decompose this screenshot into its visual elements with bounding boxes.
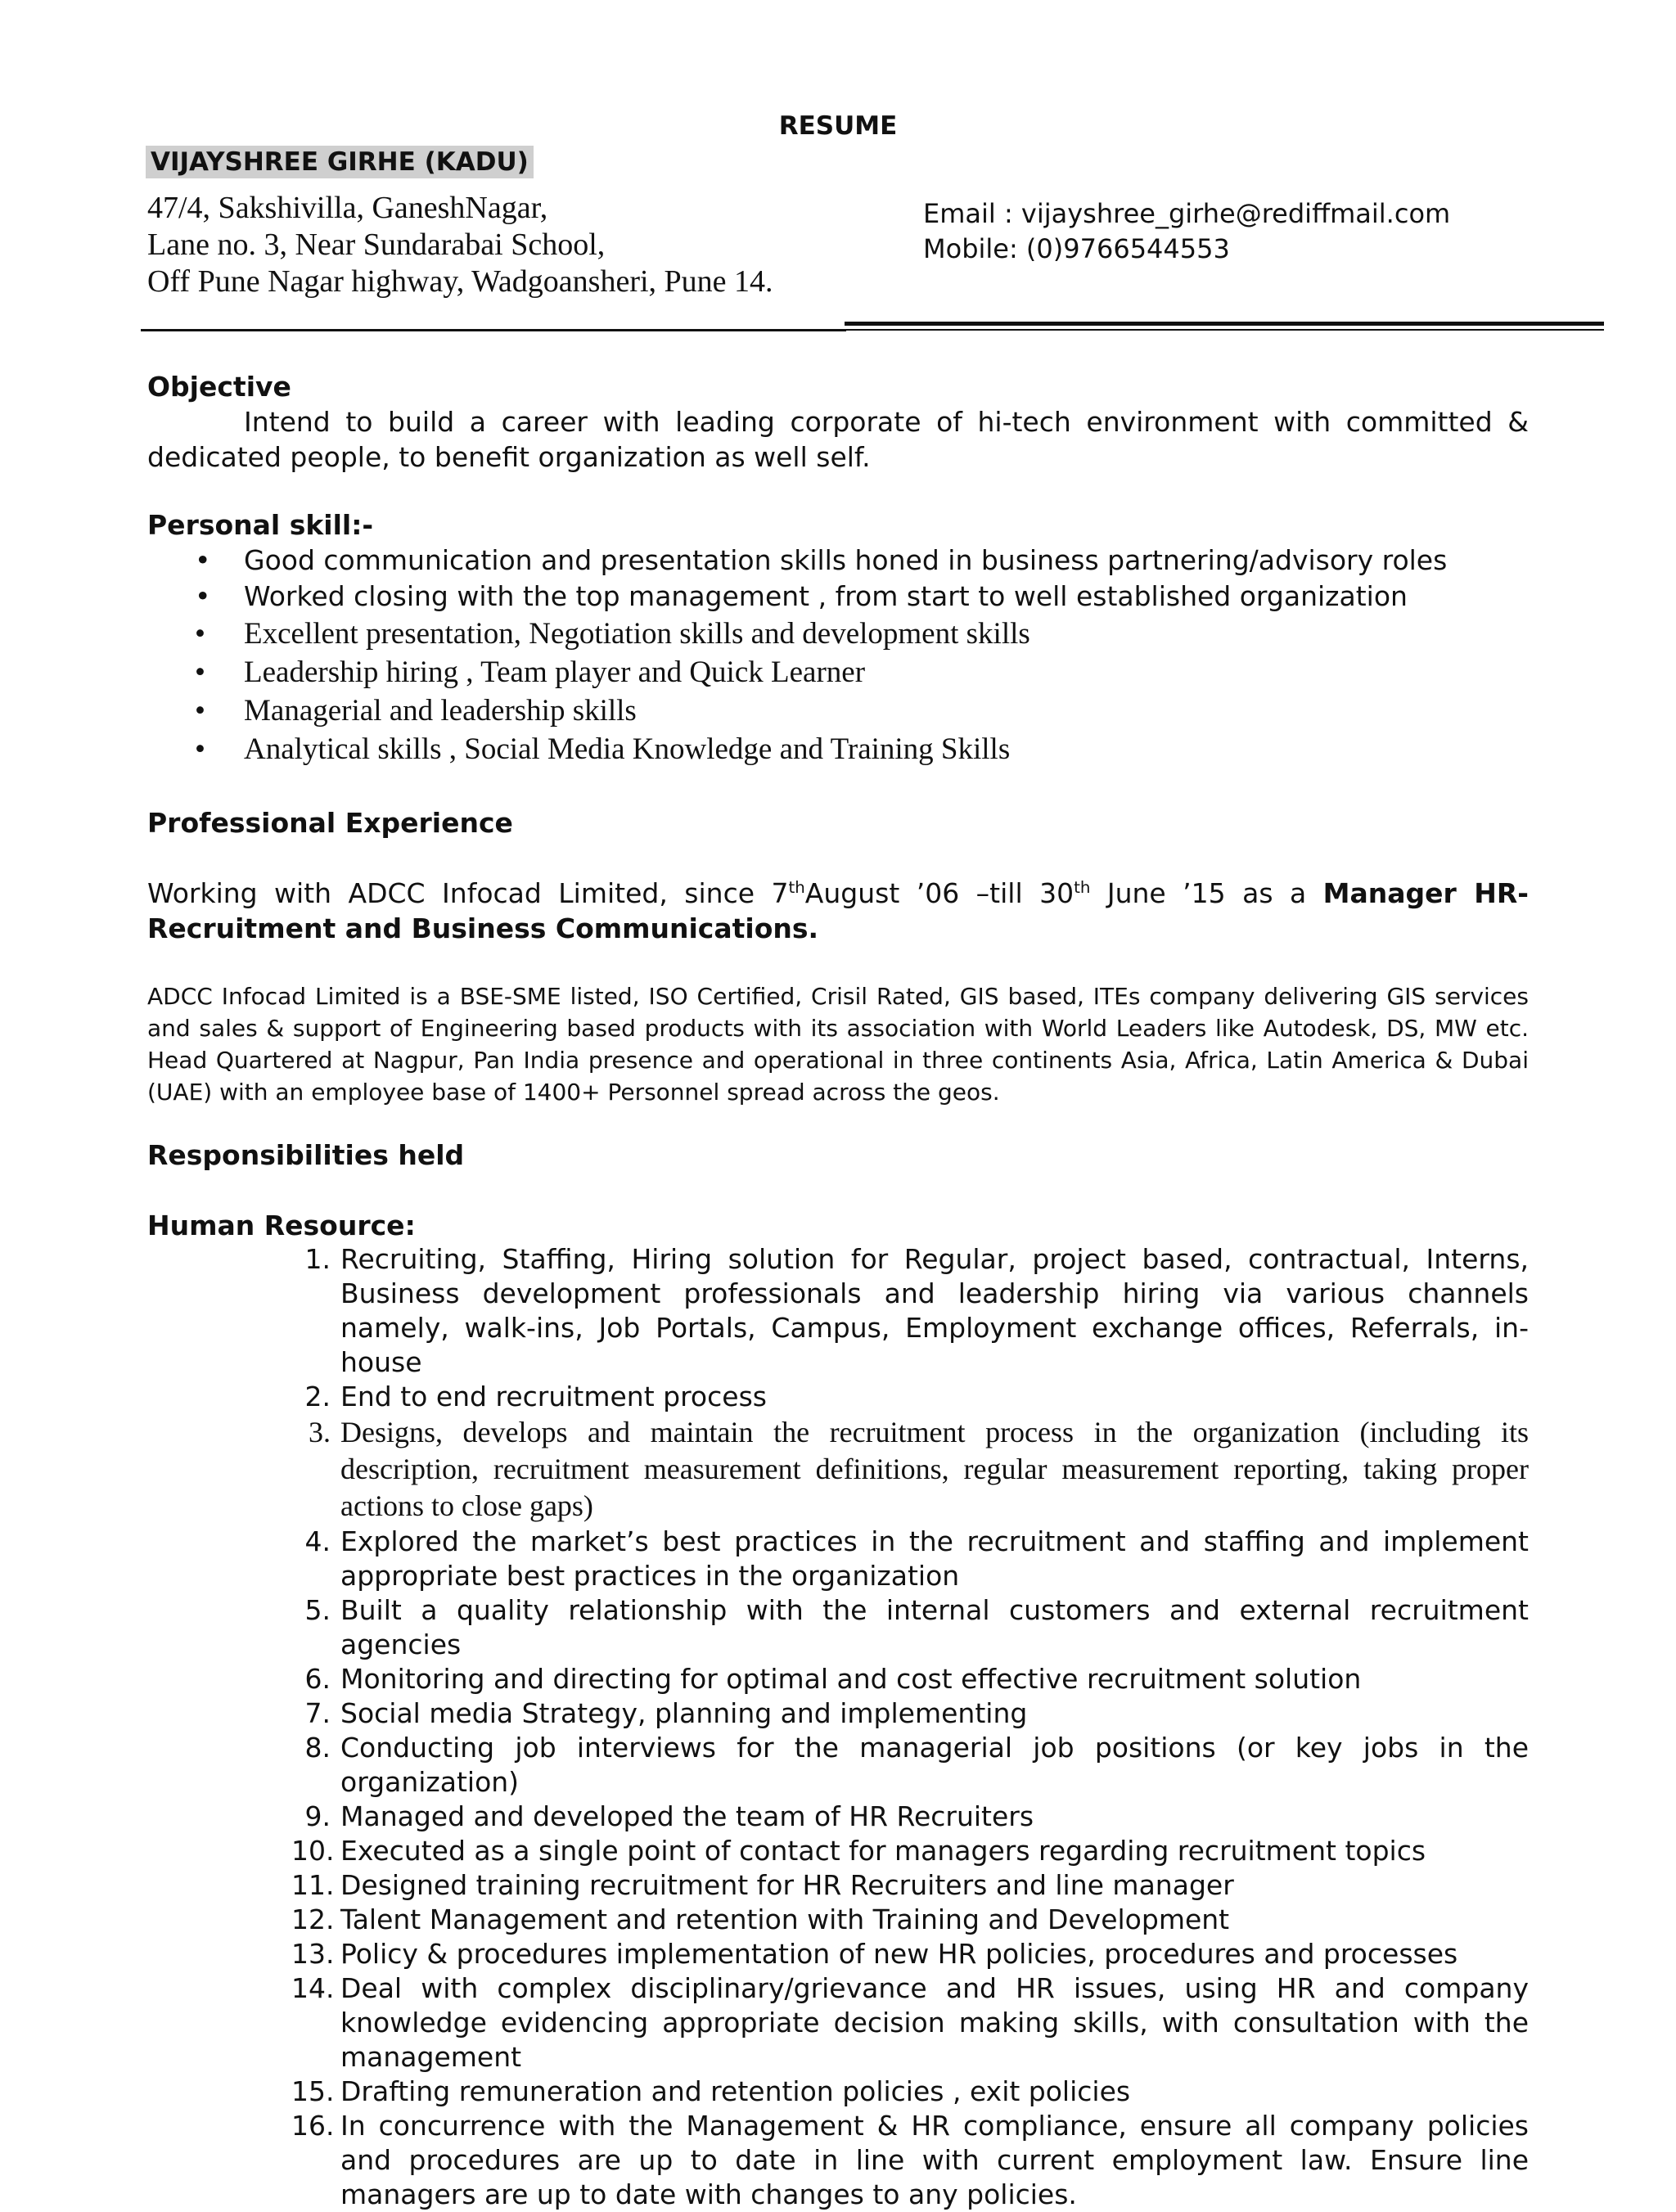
responsibilities-title: Responsibilities held [147,1139,465,1171]
skill-list [147,543,1529,768]
candidate-name: VIJAYSHREE GIRHE (KADU) [146,146,534,178]
address-line: 47/4, Sakshivilla, GaneshNagar, [147,191,548,225]
human-resource-heading [147,1210,1529,1241]
responsibility-item: 8. Conducting job interviews for the managerial job positions (or key jobs in the organization) [304,1732,1529,1798]
bullet-icon: • [195,694,205,728]
responsibility-list [291,1242,1529,2212]
objective-text: Intend to build a career with leading corporate of hi-tech environment with committed & dedicated people, to benefit organization as well self. [147,406,1529,473]
page-title: RESUME [778,111,898,141]
human-resource-title: Human Resource: [147,1210,416,1241]
responsibility-item: 15. Drafting remuneration and retention policies , exit policies [291,2075,1131,2107]
email-text: Email : vijayshree_girhe@rediffmail.com [923,198,1451,229]
responsibility-item: 1. Recruiting, Staffing, Hiring solution for Regular, project based, contractual, Interns, Business development professionals and leadership hiring via various channels namely, walk-ins, Job Portals, Campus, Employment exchange offices, Referrals, in-house [304,1243,1529,1378]
skill-item: • Excellent presentation, Negotiation skills and development skills [147,615,1529,653]
skill-item: • Managerial and leadership skills [147,692,1529,730]
address-line: Lane no. 3, Near Sundarabai School, [147,228,606,262]
address-line: Off Pune Nagar highway, Wadgoansheri, Pune 14. [147,264,773,299]
personal-skill-section [147,508,1529,768]
bullet-icon: • [195,617,205,651]
company-description: ADCC Infocad Limited is a BSE-SME listed, ISO Certified, Crisil Rated, GIS based, ITEs company delivering GIS services and sales & support of Engineering based products with its association with World Leaders like Autodesk, DS, MW etc. Head Quartered at Nagpur, Pan India presence and operational in three continents Asia, Africa, Latin America & Dubai (UAE) with an employee base of 1400+ Personnel spread across the geos. [147,983,1529,1106]
personal-skill-title: Personal skill:- [147,509,374,541]
bullet-icon: • [195,732,205,766]
responsibility-item: 7. Social media Strategy, planning and implementing [304,1697,1028,1729]
bullet-icon: • [195,580,211,612]
experience-section [147,807,1529,839]
skill-item: • Analytical skills , Social Media Knowledge and Training Skills [147,730,1529,768]
address-block [147,190,773,300]
responsibility-item: 5. Built a quality relationship with the internal customers and external recruitment agencies [304,1594,1529,1660]
responsibility-item: 16. In concurrence with the Management & HR compliance, ensure all company policies and procedures are up to date in line with current employment law. Ensure line managers are up to date with changes to any policies. [291,2110,1529,2210]
contact-block [923,196,1450,267]
responsibility-item: 2. End to end recruitment process [304,1381,767,1412]
responsibilities-section [147,1139,1529,1171]
responsibility-item: 11. Designed training recruitment for HR Recruiters and line manager [291,1869,1234,1901]
responsibility-item: 13. Policy & procedures implementation of new HR policies, procedures and processes [291,1938,1458,1970]
responsibility-item: 14. Deal with complex disciplinary/grievance and HR issues, using HR and company knowledge evidencing appropriate decision making skills, with consultation with the management [291,1972,1529,2073]
job-role: Manager HR-Recruitment and Business Communications. [147,877,1530,944]
mobile-text: Mobile: (0)9766544553 [923,233,1230,264]
objective-title: Objective [147,371,291,403]
skill-item: • Good communication and presentation skills honed in business partnering/advisory roles [147,543,1529,579]
header-divider-left [141,329,846,331]
responsibility-item: 6. Monitoring and directing for optimal and cost effective recruitment solution [304,1663,1362,1695]
bullet-icon: • [195,544,211,576]
experience-title: Professional Experience [147,807,513,839]
responsibility-item: 3. Designs, develops and maintain the recruitment process in the organization (including its description, recruitment measurement definitions, regular measurement reporting, taking proper actions to close gaps) [309,1416,1529,1522]
objective-section [147,370,1529,475]
responsibility-item: 9. Managed and developed the team of HR Recruiters [304,1800,1034,1832]
responsibility-item: 12. Talent Management and retention with Training and Development [291,1903,1230,1935]
bullet-icon: • [195,655,205,689]
experience-summary: Working with ADCC Infocad Limited, since 7thAugust ’06 –till 30th June ’15 as a Manager HR-Recruitment and Business Communications. [147,877,1530,944]
skill-item: • Worked closing with the top management , from start to well established organization [147,579,1529,615]
header-divider-right-thin [845,329,1604,331]
responsibility-item: 10. Executed as a single point of contact for managers regarding recruitment topics [291,1835,1426,1867]
skill-item: • Leadership hiring , Team player and Quick Learner [147,653,1529,692]
header-divider-right-thick [845,322,1604,326]
responsibility-item: 4. Explored the market’s best practices in the recruitment and staffing and implement appropriate best practices in the organization [304,1525,1529,1592]
